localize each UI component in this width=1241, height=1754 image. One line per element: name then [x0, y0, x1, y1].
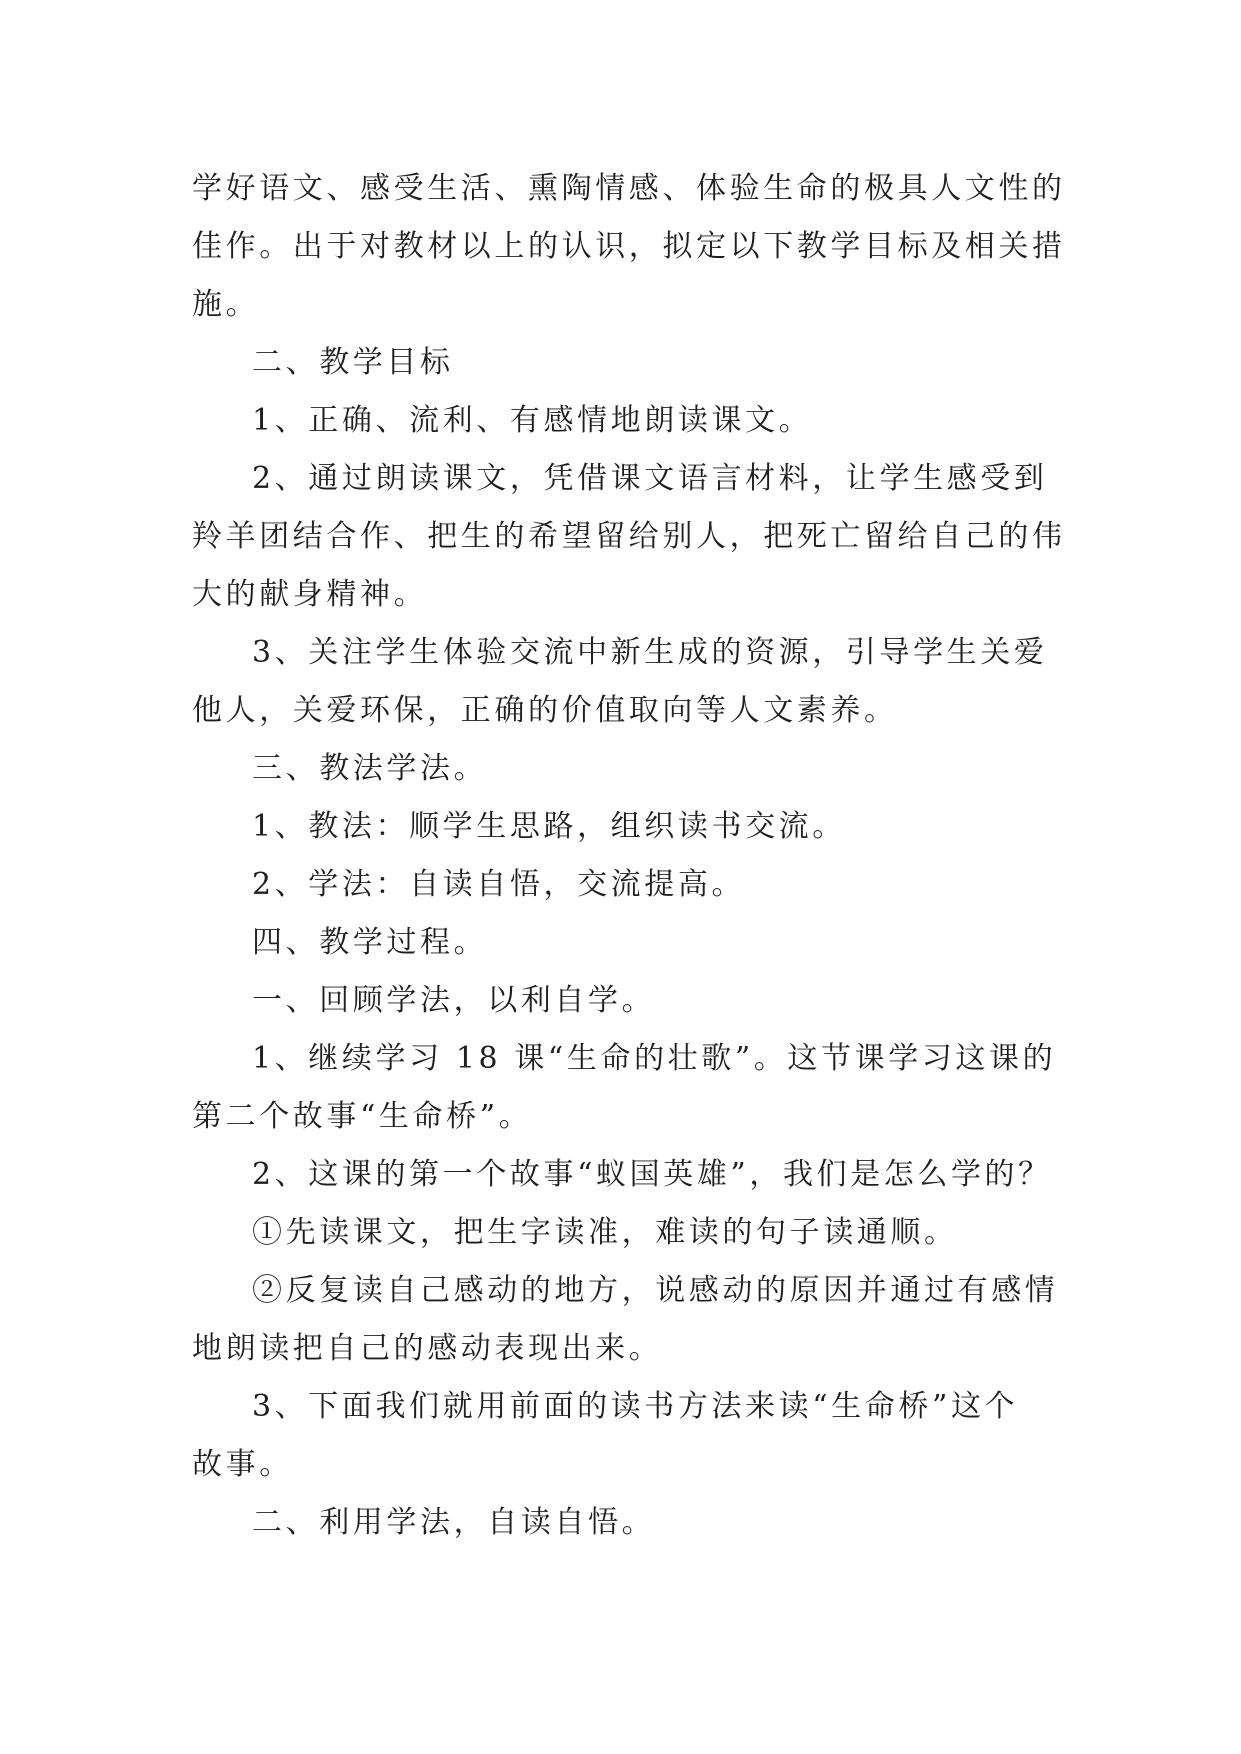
text-line: 二、利用学法，自读自悟。: [252, 1505, 656, 1540]
text-line: 2、通过朗读课文，凭借课文语言材料，让学生感受到: [252, 461, 1048, 496]
document-body: [192, 160, 1066, 1552]
text-line: 2、学法：自读自悟，交流提高。: [252, 867, 746, 902]
text-line: 地朗读把自己的感动表现出来。: [192, 1331, 663, 1366]
text-line: 羚羊团结合作、把生的希望留给别人，把死亡留给自己的伟: [192, 519, 1066, 554]
text-line: 1、教法：顺学生思路，组织读书交流。: [252, 809, 846, 844]
text-line: ①先读课文，把生字读准，难读的句子读通顺。: [252, 1215, 958, 1250]
text-line: 一、回顾学法，以利自学。: [252, 983, 656, 1018]
text-line: 二、教学目标: [252, 345, 454, 380]
text-line: 四、教学过程。: [252, 925, 488, 960]
text-line: 3、关注学生体验交流中新生成的资源，引导学生关爱: [252, 635, 1048, 670]
text-line: 施。: [192, 287, 260, 322]
text-line: 第二个故事“生命桥”。: [192, 1099, 533, 1134]
text-line: 三、教法学法。: [252, 751, 488, 786]
text-line: 2、这课的第一个故事“蚁国英雄”，我们是怎么学的？: [252, 1157, 1052, 1192]
text-line: 1、继续学习 18 课“生命的壮歌”。这节课学习这课的: [252, 1041, 1057, 1076]
text-line: ②反复读自己感动的地方，说感动的原因并通过有感情: [252, 1273, 1059, 1308]
text-line: 1、正确、流利、有感情地朗读课文。: [252, 403, 813, 438]
text-line: 故事。: [192, 1447, 293, 1482]
text-line: 学好语文、感受生活、熏陶情感、体验生命的极具人文性的: [192, 171, 1066, 206]
text-line: 大的献身精神。: [192, 577, 428, 612]
text-line: 他人，关爱环保，正确的价值取向等人文素养。: [192, 693, 898, 728]
text-line: 佳作。出于对教材以上的认识，拟定以下教学目标及相关措: [192, 229, 1066, 264]
text-line: 3、下面我们就用前面的读书方法来读“生命桥”这个: [252, 1389, 1019, 1424]
